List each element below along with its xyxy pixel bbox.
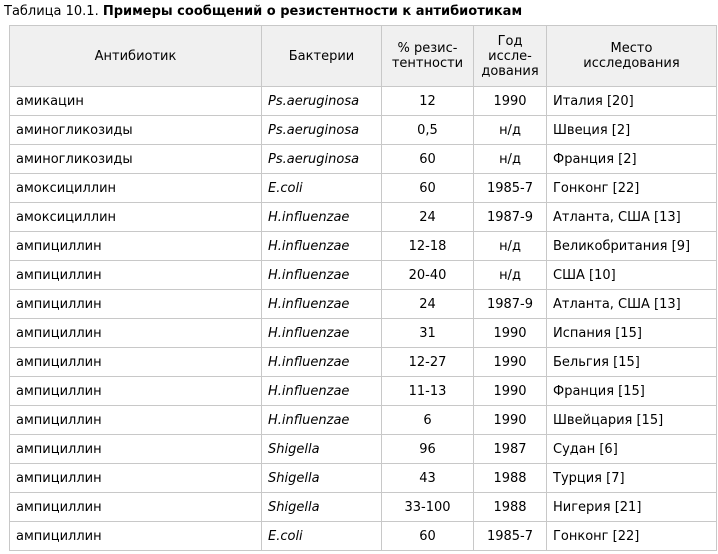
cell-antibiotic: ампициллин (10, 406, 262, 435)
cell-study-place: Нигерия [21] (547, 493, 717, 522)
cell-resistance-pct: 6 (382, 406, 474, 435)
table-row (10, 261, 717, 290)
cell-antibiotic: аминогликозиды (10, 116, 262, 145)
cell-study-place: Италия [20] (547, 87, 717, 116)
cell-antibiotic: ампициллин (10, 522, 262, 551)
cell-study-year: н/д (474, 261, 547, 290)
table-row (10, 319, 717, 348)
cell-study-year: 1990 (474, 406, 547, 435)
cell-resistance-pct: 12-27 (382, 348, 474, 377)
cell-bacteria: E.coli (262, 174, 382, 203)
header-study-place: Место исследования (547, 26, 717, 87)
cell-study-place: Великобритания [9] (547, 232, 717, 261)
header-antibiotic: Антибиотик (10, 26, 262, 87)
table-row (10, 116, 717, 145)
table-row (10, 145, 717, 174)
cell-bacteria: Ps.aeruginosa (262, 116, 382, 145)
cell-study-place: Турция [7] (547, 464, 717, 493)
cell-study-year: 1987-9 (474, 203, 547, 232)
table-row (10, 377, 717, 406)
cell-antibiotic: ампициллин (10, 261, 262, 290)
cell-study-place: Швеция [2] (547, 116, 717, 145)
cell-antibiotic: амоксициллин (10, 174, 262, 203)
cell-study-year: 1990 (474, 348, 547, 377)
cell-antibiotic: ампициллин (10, 348, 262, 377)
cell-bacteria: H.influenzae (262, 406, 382, 435)
cell-resistance-pct: 0,5 (382, 116, 474, 145)
cell-bacteria: Shigella (262, 435, 382, 464)
cell-resistance-pct: 24 (382, 203, 474, 232)
cell-bacteria: Shigella (262, 493, 382, 522)
cell-antibiotic: ампициллин (10, 319, 262, 348)
caption-prefix: Таблица 10.1. (4, 4, 99, 19)
table-row (10, 493, 717, 522)
cell-bacteria: H.influenzae (262, 319, 382, 348)
cell-antibiotic: ампициллин (10, 435, 262, 464)
cell-study-place: Франция [2] (547, 145, 717, 174)
cell-study-place: Швейцария [15] (547, 406, 717, 435)
table-row (10, 435, 717, 464)
cell-antibiotic: ампициллин (10, 464, 262, 493)
cell-study-place: Гонконг [22] (547, 174, 717, 203)
cell-study-year: 1990 (474, 87, 547, 116)
cell-bacteria: Ps.aeruginosa (262, 87, 382, 116)
cell-resistance-pct: 60 (382, 145, 474, 174)
header-study-year: Год иссле- дования (474, 26, 547, 87)
cell-study-place: Испания [15] (547, 319, 717, 348)
cell-study-place: Франция [15] (547, 377, 717, 406)
table-row (10, 522, 717, 551)
cell-bacteria: H.influenzae (262, 261, 382, 290)
cell-resistance-pct: 24 (382, 290, 474, 319)
table-row (10, 232, 717, 261)
cell-study-year: 1987 (474, 435, 547, 464)
table-row (10, 87, 717, 116)
cell-study-place: США [10] (547, 261, 717, 290)
cell-bacteria: H.influenzae (262, 290, 382, 319)
cell-antibiotic: ампициллин (10, 493, 262, 522)
header-resistance-pct: % резис- тентности (382, 26, 474, 87)
cell-bacteria: Ps.aeruginosa (262, 145, 382, 174)
cell-resistance-pct: 60 (382, 174, 474, 203)
cell-antibiotic: ампициллин (10, 232, 262, 261)
cell-bacteria: Shigella (262, 464, 382, 493)
cell-antibiotic: аминогликозиды (10, 145, 262, 174)
resistance-table (9, 25, 717, 551)
cell-study-year: 1990 (474, 377, 547, 406)
table-row (10, 464, 717, 493)
cell-study-year: н/д (474, 232, 547, 261)
cell-study-year: 1990 (474, 319, 547, 348)
cell-resistance-pct: 60 (382, 522, 474, 551)
cell-bacteria: E.coli (262, 522, 382, 551)
cell-antibiotic: ампициллин (10, 290, 262, 319)
table-row (10, 406, 717, 435)
table-row (10, 290, 717, 319)
cell-resistance-pct: 11-13 (382, 377, 474, 406)
cell-study-year: 1987-9 (474, 290, 547, 319)
cell-study-year: 1988 (474, 464, 547, 493)
table-caption (4, 4, 522, 20)
table-header-row (10, 26, 717, 87)
cell-resistance-pct: 43 (382, 464, 474, 493)
cell-study-place: Атланта, США [13] (547, 203, 717, 232)
cell-study-year: н/д (474, 116, 547, 145)
table-row (10, 174, 717, 203)
cell-resistance-pct: 20-40 (382, 261, 474, 290)
caption-title: Примеры сообщений о резистентности к антибиотикам (102, 4, 523, 19)
cell-bacteria: H.influenzae (262, 232, 382, 261)
table-row (10, 203, 717, 232)
cell-resistance-pct: 31 (382, 319, 474, 348)
cell-study-place: Гонконг [22] (547, 522, 717, 551)
header-bacteria: Бактерии (262, 26, 382, 87)
cell-antibiotic: амоксициллин (10, 203, 262, 232)
cell-resistance-pct: 12 (382, 87, 474, 116)
cell-study-place: Бельгия [15] (547, 348, 717, 377)
cell-resistance-pct: 33-100 (382, 493, 474, 522)
cell-study-place: Атланта, США [13] (547, 290, 717, 319)
cell-antibiotic: амикацин (10, 87, 262, 116)
table-row (10, 348, 717, 377)
cell-study-year: 1988 (474, 493, 547, 522)
cell-study-year: 1985-7 (474, 174, 547, 203)
cell-study-place: Судан [6] (547, 435, 717, 464)
cell-bacteria: H.influenzae (262, 348, 382, 377)
cell-study-year: 1985-7 (474, 522, 547, 551)
cell-bacteria: H.influenzae (262, 203, 382, 232)
cell-study-year: н/д (474, 145, 547, 174)
cell-bacteria: H.influenzae (262, 377, 382, 406)
cell-antibiotic: ампициллин (10, 377, 262, 406)
cell-resistance-pct: 96 (382, 435, 474, 464)
cell-resistance-pct: 12-18 (382, 232, 474, 261)
